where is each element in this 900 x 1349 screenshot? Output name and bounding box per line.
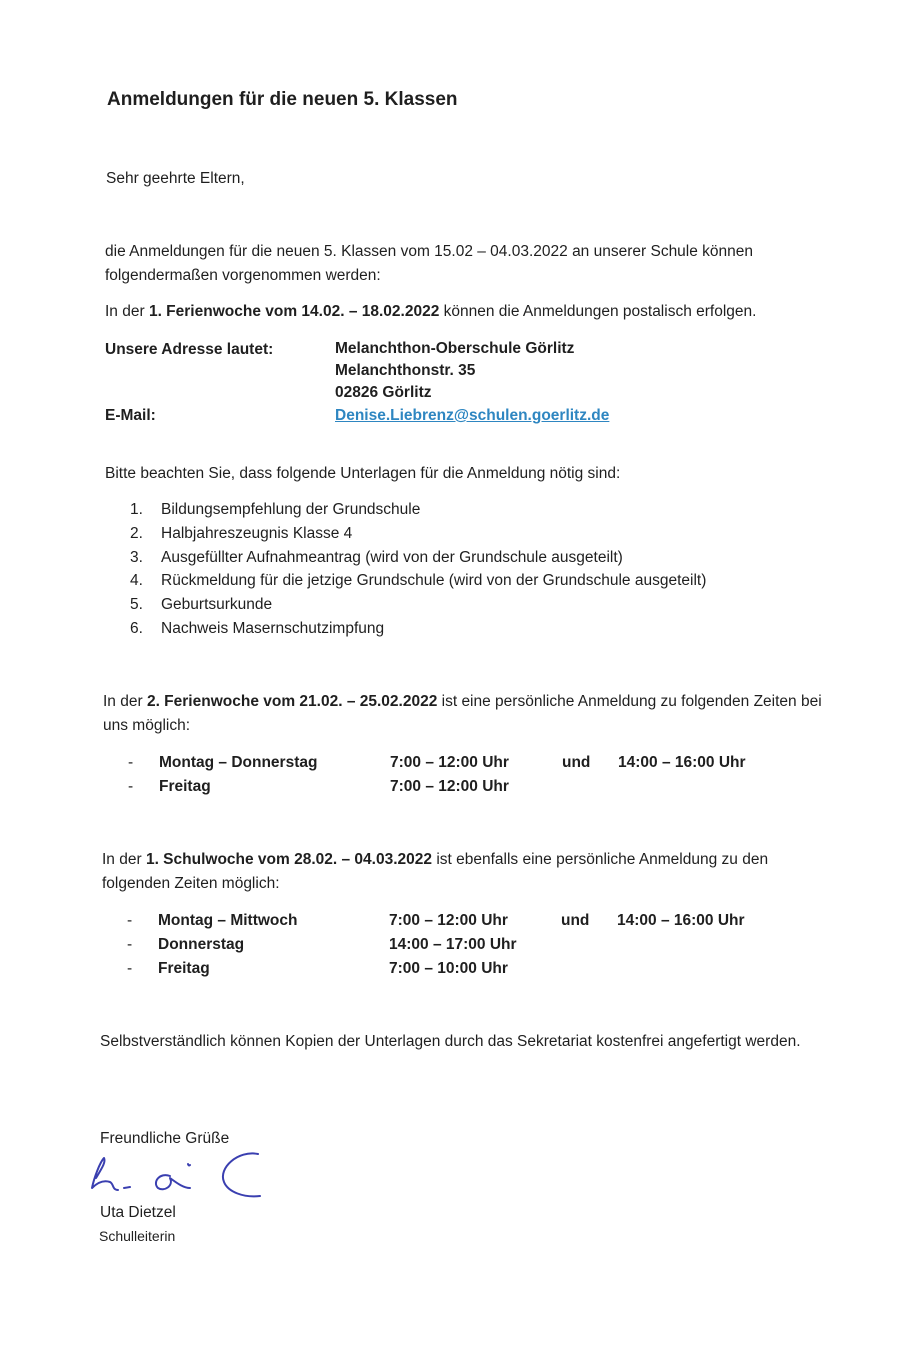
week1-period: 1. Ferienwoche vom 14.02. – 18.02.2022 [148, 303, 440, 320]
list-item [130, 522, 706, 546]
schedule-row [127, 933, 745, 957]
list-item [130, 593, 706, 617]
copies-note: Selbstverständlich können Kopien der Unterlagen durch das Sekretariat kostenfrei angefertigt werden. [100, 1033, 801, 1050]
schedule-row [127, 957, 745, 981]
email-label: E-Mail: [105, 407, 156, 424]
schedule-day: Montag – Mittwoch [158, 912, 298, 929]
week1-paragraph [105, 300, 825, 324]
address-block [335, 338, 574, 404]
list-text: Halbjahreszeugnis Klasse 4 [161, 524, 353, 542]
list-text: Ausgefüllter Aufnahmeantrag (wird von der Grundschule ausgeteilt) [161, 548, 623, 566]
list-item [130, 617, 706, 641]
address-line-school: Melanchthon-Oberschule Görlitz [335, 340, 575, 357]
bullet-dash: - [127, 936, 133, 953]
address-label: Unsere Adresse lautet: [105, 341, 274, 358]
week3-suffix: ist ebenfalls eine persönliche Anmeldung zu den folgenden Zeiten möglich: [102, 851, 769, 892]
list-text: Bildungsempfehlung der Grundschule [161, 501, 421, 518]
list-text: Nachweis Masernschutzimpfung [161, 619, 385, 637]
bullet-dash: - [128, 754, 134, 771]
list-item [130, 498, 706, 522]
greeting: Sehr geehrte Eltern, [106, 170, 245, 187]
list-number: 2. [130, 524, 143, 542]
closing-greeting: Freundliche Grüße [100, 1130, 230, 1147]
list-number: 4. [130, 572, 143, 590]
bullet-dash: - [128, 778, 134, 795]
bullet-dash: - [127, 912, 133, 929]
list-number: 3. [130, 548, 143, 566]
week1-suffix: können die Anmeldungen postalisch erfolgen. [439, 303, 757, 320]
schedule-row [128, 751, 746, 775]
schedule-day: Freitag [159, 778, 211, 795]
address-line-street: Melanchthonstr. 35 [335, 362, 476, 379]
documents-intro: Bitte beachten Sie, dass folgende Unterlagen für die Anmeldung nötig sind: [105, 465, 621, 482]
list-number: 6. [130, 619, 143, 637]
email-link[interactable]: Denise.Liebrenz@schulen.goerlitz.de [335, 407, 610, 424]
address-line-city: 02826 Görlitz [335, 384, 432, 401]
week2-prefix: In der [103, 693, 147, 710]
page-title: Anmeldungen für die neuen 5. Klassen [107, 89, 458, 110]
schedule-time: 7:00 – 12:00 Uhr [390, 778, 509, 795]
schedule-time: 7:00 – 12:00 Uhr [389, 912, 508, 929]
signature-image [88, 1148, 268, 1206]
week2-period: 2. Ferienwoche vom 21.02. – 25.02.2022 [146, 693, 438, 710]
week3-period: 1. Schulwoche vom 28.02. – 04.03.2022 [145, 851, 433, 868]
week3-paragraph [102, 848, 822, 896]
schedule-row [127, 909, 745, 933]
signer-role: Schulleiterin [99, 1228, 176, 1244]
list-number: 1. [130, 501, 143, 518]
signer-name: Uta Dietzel [100, 1204, 176, 1221]
list-item [130, 569, 706, 593]
schedule-time-afternoon: 14:00 – 16:00 Uhr [617, 912, 745, 929]
week2-paragraph [103, 690, 823, 738]
schedule-day: Donnerstag [158, 936, 245, 953]
schedule-week3 [127, 909, 745, 981]
week3-prefix: In der [102, 851, 146, 868]
schedule-day: Montag – Donnerstag [159, 754, 318, 771]
list-text: Geburtsurkunde [161, 596, 273, 614]
schedule-time: 7:00 – 12:00 Uhr [390, 754, 509, 771]
schedule-week2 [128, 751, 746, 799]
list-item [130, 546, 706, 570]
week1-prefix: In der [105, 303, 149, 320]
schedule-time: 7:00 – 10:00 Uhr [389, 960, 508, 977]
schedule-row [128, 775, 746, 799]
list-number: 5. [130, 596, 143, 614]
intro-paragraph: die Anmeldungen für die neuen 5. Klassen vom 15.02 – 04.03.2022 an unserer Schule können folgendermaßen vorgenommen werden: [105, 243, 754, 284]
schedule-time-afternoon: 14:00 – 16:00 Uhr [618, 754, 746, 771]
week2-suffix: ist eine persönliche Anmeldung zu folgenden Zeiten bei uns möglich: [103, 693, 822, 734]
documents-list [130, 498, 706, 641]
schedule-time: 14:00 – 17:00 Uhr [389, 936, 517, 953]
schedule-and: und [561, 912, 590, 929]
bullet-dash: - [127, 960, 133, 977]
schedule-day: Freitag [158, 960, 210, 977]
schedule-and: und [562, 754, 591, 771]
list-text: Rückmeldung für die jetzige Grundschule (wird von der Grundschule ausgeteilt) [161, 572, 707, 590]
